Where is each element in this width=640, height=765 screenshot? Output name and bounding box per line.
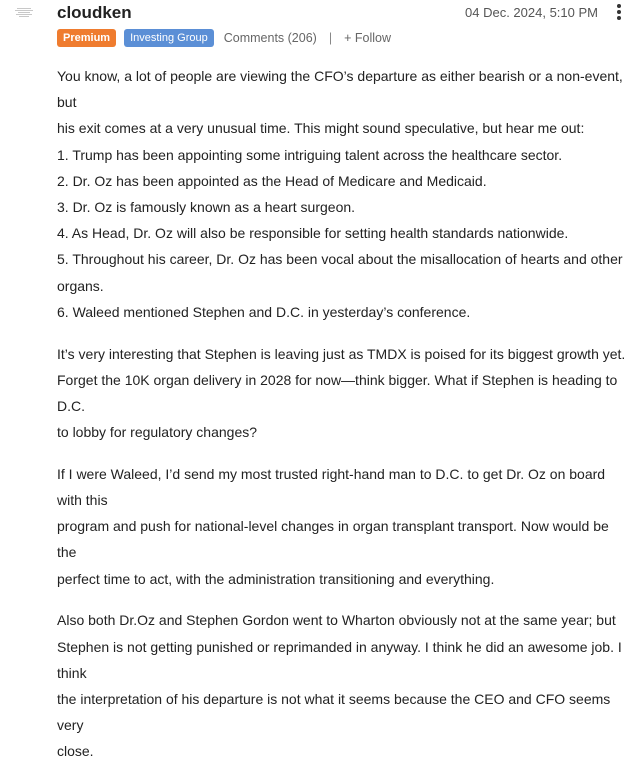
paragraph-line: Stephen is not getting punished or reprimanded in anyway. I think he did an awesome job. I think: [57, 638, 622, 681]
meta-separator: |: [328, 31, 333, 45]
list-item: 2. Dr. Oz has been appointed as the Head of Medicare and Medicaid.: [57, 172, 487, 189]
username[interactable]: cloudken: [57, 3, 132, 22]
paragraph-line: If I were Waleed, I’d send my most trusted right-hand man to D.C. to get Dr. Oz on board with this: [57, 465, 606, 509]
more-options-icon[interactable]: [616, 3, 622, 23]
list-item: 1. Trump has been appointing some intriguing talent across the healthcare sector.: [57, 146, 563, 163]
comments-link[interactable]: Comments (206): [223, 31, 317, 45]
list-item: 5. Throughout his career, Dr. Oz has been vocal about the misallocation of hearts and other: [57, 251, 623, 268]
paragraph-line: the interpretation of his departure is not what it seems because the CEO and CFO seems very: [57, 690, 611, 734]
paragraph-line: perfect time to act, with the administration transitioning and everything.: [57, 570, 495, 587]
list-item: 3. Dr. Oz is famously known as a heart surgeon.: [57, 199, 356, 216]
follow-button[interactable]: + Follow: [344, 31, 391, 45]
investing-group-badge: Investing Group: [124, 29, 214, 47]
intro-line: You know, a lot of people are viewing the CFO’s departure as either bearish or a non-event, but: [57, 68, 623, 111]
comment-body: [57, 63, 627, 765]
avatar[interactable]: [12, 6, 36, 40]
premium-badge: Premium: [57, 29, 116, 47]
paragraph-line: program and push for national-level changes in organ transplant transport. Now would be the: [57, 518, 609, 561]
list-item: 4. As Head, Dr. Oz will also be responsible for setting health standards nationwide.: [57, 225, 569, 242]
meta-row: [57, 29, 391, 47]
paragraph-line: It’s very interesting that Stephen is leaving just as TMDX is poised for its biggest growth yet.: [57, 345, 626, 362]
paragraph-line: close.: [57, 743, 94, 760]
intro-line: his exit comes at a very unusual time. This might sound speculative, but hear me out:: [57, 120, 585, 137]
paragraph-line: to lobby for regulatory changes?: [57, 424, 258, 441]
list-item: organs.: [57, 277, 104, 294]
paragraph-line: Forget the 10K organ delivery in 2028 for now—think bigger. What if Stephen is heading to D.C.: [57, 371, 618, 414]
timestamp: 04 Dec. 2024, 5:10 PM: [465, 5, 598, 20]
list-item: 6. Waleed mentioned Stephen and D.C. in yesterday’s conference.: [57, 303, 471, 320]
paragraph-line: Also both Dr.Oz and Stephen Gordon went to Wharton obviously not at the same year; but: [57, 612, 616, 629]
